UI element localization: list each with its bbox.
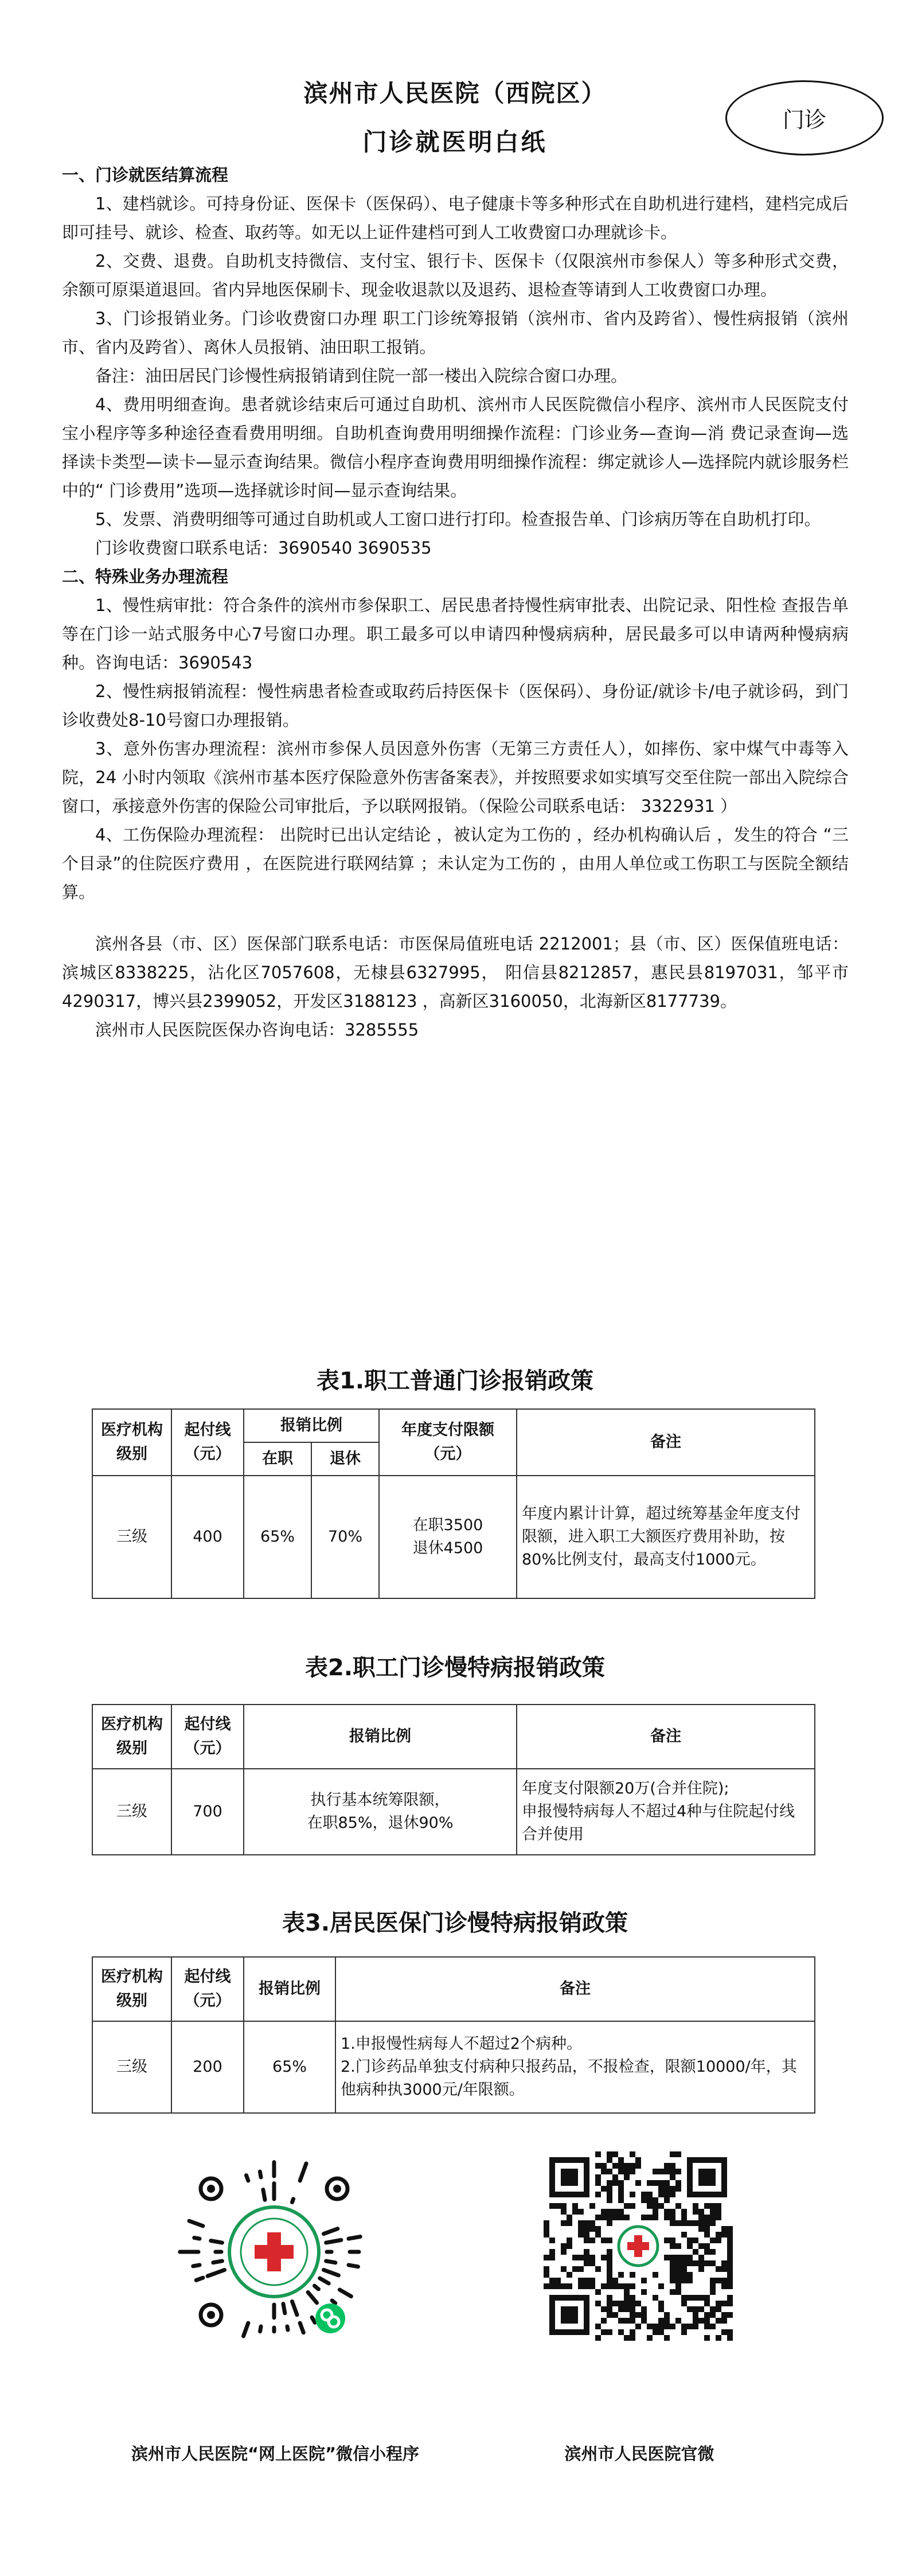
table1-cell-cap <box>379 1476 517 1598</box>
qr-finder-top-right <box>687 2157 727 2197</box>
table3-header-note: 备注 <box>335 1957 815 2021</box>
table2-note-line: 年度支付限额20万(合并住院); <box>522 1780 729 1797</box>
contact-paragraph: 滨州市人民医院医保办咨询电话：3285555 <box>95 1020 419 1040</box>
table3-cell-level: 三级 <box>92 2021 171 2113</box>
paragraph: 1、建档就诊。可持身份证、医保卡（医保码）、电子健康卡等多种形式在自助机进行建档，建档完成后即可挂号、就诊、检查、取药等。如无以上证件建档可到人工收费窗口办理就诊卡。 <box>62 194 849 242</box>
table3-header-level: 医疗机构级别 <box>92 1957 171 2021</box>
table1-cell-employed: 65% <box>244 1476 311 1598</box>
official-account-caption: 滨州市人民医院官微 <box>564 2444 714 2464</box>
table3-header-ratio: 报销比例 <box>244 1957 335 2021</box>
table1-cell-note: 年度内累计计算，超过统筹基金年度支付限额，进入职工大额医疗费用补助，按80%比例支付，最高支付1000元。 <box>517 1476 815 1598</box>
paragraph: 备注：油田居民门诊慢性病报销请到住院一部一楼出入院综合窗口办理。 <box>95 366 628 386</box>
contact-paragraph: 滨州各县（市、区）医保部门联系电话：市医保局值班电话 2212001；县（市、区）医保值班电话：滨城区8338225，沾化区7057608，无棣县6327995， 阳信县8212857，惠民县8197031，邹平市4290317，博兴县2399052，开发区3188123 ，高新区3160050，北海新区8177739。 <box>62 934 849 1011</box>
table3-note-line: 2.门诊药品单独支付病种只报药品，不报检查，限额10000/年，其他病种执3000元/年限额。 <box>341 2058 797 2099</box>
hospital-logo-cross-bar <box>627 2242 649 2250</box>
hospital-logo-cross-bar <box>255 2245 294 2259</box>
table1-cap-retired: 退休4500 <box>412 1539 483 1557</box>
paragraph: 3、门诊报销业务。门诊收费窗口办理 职工门诊统筹报销（滨州市、省内及跨省）、慢性病报销（滨州市、省内及跨省）、离休人员报销、油田职工报销。 <box>62 309 849 357</box>
table1-cell-threshold: 400 <box>171 1476 244 1598</box>
paragraph: 4、费用明细查询。患者就诊结束后可通过自助机、滨州市人民医院微信小程序、滨州市人民医院支付宝小程序等多种途径查看费用明细。自助机查询费用明细操作流程：门诊业务—查询—消 费记录查询—选择读卡类型—读卡—显示查询结果。微信小程序查询费用明细操作流程：绑定就诊人—选择院内就诊服务栏中的“ 门诊费用”选项—选择就诊时间—显示查询结果。 <box>62 395 849 500</box>
table3-note-line: 1.申报慢性病每人不超过2个病种。 <box>341 2035 582 2053</box>
table3-header-threshold: 起付线（元） <box>171 1957 244 2021</box>
table3-cell-note <box>335 2021 815 2113</box>
paragraph: 4、工伤保险办理流程： 出院时已出认定结论 ，被认定为工伤的 ，经办机构确认后 ，发生的符合 “三个目录”的住院医疗费用 ，在医院进行联网结算 ；未认定为工伤的 ，由用人单位或工伤职工与医院全额结算。 <box>62 825 849 902</box>
paragraph: 5、发票、消费明细等可通过自助机或人工窗口进行打印。检查报告单、门诊病历等在自助机打印。 <box>95 509 821 529</box>
table1-cell-retired: 70% <box>311 1476 379 1598</box>
paragraph: 2、交费、退费。自助机支持微信、支付宝、银行卡、医保卡（仅限滨州市参保人）等多种形式交费，余额可原渠道退回。省内异地医保刷卡、现金收退款以及退药、退检查等请到人工收费窗口办理。 <box>62 251 849 299</box>
hospital-title: 滨州市人民医院（西院区） <box>303 79 607 107</box>
table2-cell-threshold: 700 <box>171 1769 244 1855</box>
table3-title: 表3.居民医保门诊慢特病报销政策 <box>282 1910 628 1936</box>
table1-header-cap: 年度支付限额（元） <box>379 1409 517 1476</box>
table2-cell-note <box>517 1769 815 1855</box>
table2-title: 表2.职工门诊慢特病报销政策 <box>304 1655 606 1681</box>
table2-ratio-line: 执行基本统筹限额， <box>310 1791 450 1809</box>
official-account-qr-code[interactable] <box>544 2151 733 2341</box>
table1-header-ratio: 报销比例 <box>244 1409 379 1442</box>
main-text <box>62 161 849 1044</box>
table1-cap-employed: 在职3500 <box>412 1516 483 1534</box>
table2 <box>92 1704 815 1855</box>
table2-ratio-line: 在职85%，退休90% <box>307 1814 454 1832</box>
page-title: 门诊就医明白纸 <box>362 128 548 156</box>
table1 <box>92 1408 815 1599</box>
qr-finder-bottom-left <box>549 2295 589 2335</box>
table2-cell-level: 三级 <box>92 1769 171 1855</box>
table2-note-line: 申报慢特病每人不超过4种与住院起付线合并使用 <box>522 1803 795 1843</box>
mini-program-code[interactable] <box>171 2149 377 2355</box>
paragraph: 2、慢性病报销流程：慢性病患者检查或取药后持医保卡（医保码）、身份证/就诊卡/电子就诊码，到门诊收费处8-10号窗口办理报销。 <box>62 682 849 730</box>
paragraph: 3、意外伤害办理流程：滨州市参保人员因意外伤害（无第三方责任人），如摔伤、家中煤气中毒等入院，24 小时内领取《滨州市基本医疗保险意外伤害备案表》，并按照要求如实填写交至住院一部出入院综合窗口，承接意外伤害的保险公司审批后，予以联网报销。（保险公司联系电话： 3322931 ） <box>62 739 849 816</box>
table3 <box>92 1956 815 2114</box>
table2-header-level: 医疗机构级别 <box>92 1705 171 1769</box>
table1-title: 表1.职工普通门诊报销政策 <box>316 1368 594 1394</box>
table2-cell-ratio <box>244 1769 517 1855</box>
table2-header-ratio: 报销比例 <box>244 1705 517 1769</box>
table1-header-retired: 退休 <box>311 1442 379 1476</box>
table3-cell-ratio: 65% <box>244 2021 335 2113</box>
table3-cell-threshold: 200 <box>171 2021 244 2113</box>
table2-header-note: 备注 <box>517 1705 815 1769</box>
mini-program-caption: 滨州市人民医院“网上医院”微信小程序 <box>131 2444 420 2464</box>
table2-header-threshold: 起付线（元） <box>171 1705 244 1769</box>
table1-header-threshold: 起付线（元） <box>171 1409 244 1476</box>
paragraph: 门诊收费窗口联系电话：3690540 3690535 <box>95 538 432 558</box>
table1-cell-level: 三级 <box>92 1476 171 1598</box>
qr-finder-top-left <box>549 2157 589 2197</box>
section-heading-special: 二、特殊业务办理流程 <box>62 567 229 586</box>
table1-header-level: 医疗机构级别 <box>92 1409 171 1476</box>
section-heading-settlement: 一、门诊就医结算流程 <box>62 165 229 185</box>
table1-header-note: 备注 <box>517 1409 815 1476</box>
table1-header-employed: 在职 <box>244 1442 311 1476</box>
outpatient-badge: 门诊 <box>725 80 884 155</box>
paragraph: 1、慢性病审批：符合条件的滨州市参保职工、居民患者持慢性病审批表、出院记录、阳性检 查报告单等在门诊一站式服务中心7号窗口办理。职工最多可以申请四种慢病病种，居民最多可以申请两种慢病病种。咨询电话：3690543 <box>62 596 849 672</box>
